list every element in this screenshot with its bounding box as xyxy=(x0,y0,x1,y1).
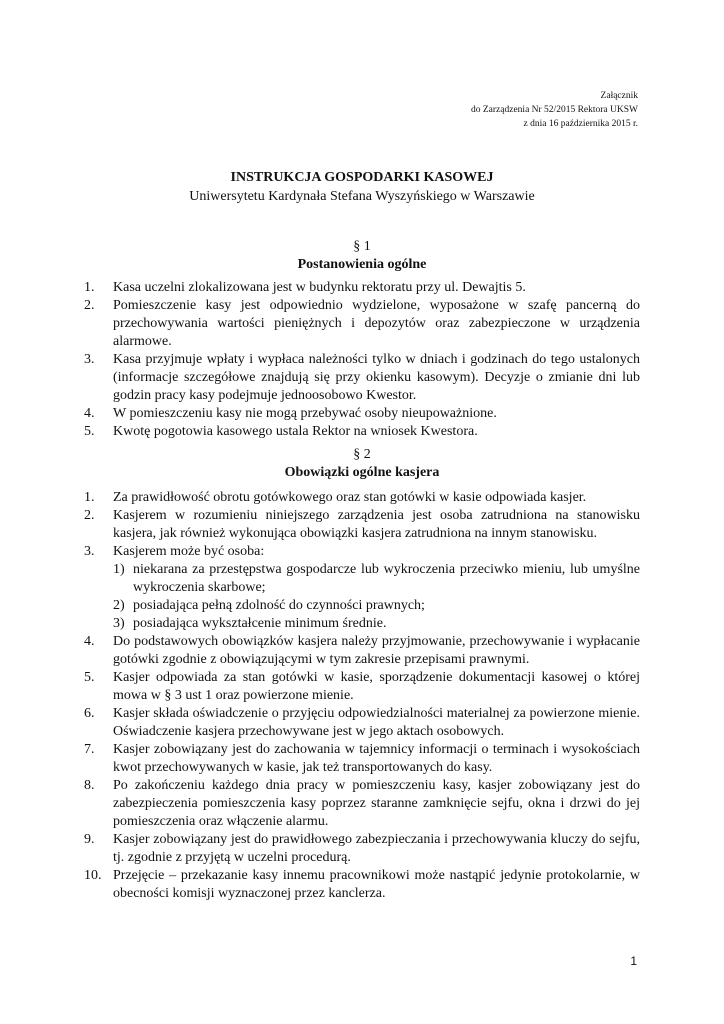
list-item xyxy=(84,741,640,777)
item-text: Do podstawowych obowiązków kasjera należy przyjmowanie, przechowywanie i wypłacanie gotówki zgodnie z obowiązującymi w tym zakresie przepisami prawnymi. xyxy=(113,634,640,667)
item-text: Kasjer zobowiązany jest do zachowania w tajemnicy informacji o terminach i wysokościach kwot przechowywanych w kasie, jak też transportowanych do kasy. xyxy=(113,742,640,775)
item-number: 3. xyxy=(84,544,95,559)
list-item xyxy=(84,423,640,441)
section-2-name: Obowiązki ogólne kasjera xyxy=(284,465,440,480)
item-number: 4. xyxy=(84,634,95,649)
title-subtitle: Uniwersytetu Kardynała Stefana Wyszyńskiego w Warszawie xyxy=(189,189,535,204)
item-text: Kasjerem może być osoba: xyxy=(113,544,265,559)
item-number: 7. xyxy=(84,742,95,757)
annex-label: Załącznik xyxy=(600,91,638,101)
annex-ordinance: do Zarządzenia Nr 52/2015 Rektora UKSW xyxy=(471,105,638,115)
list-item xyxy=(84,507,640,543)
annex-date: z dnia 16 października 2015 r. xyxy=(523,119,638,129)
sub-item-text: niekarana za przestępstwa gospodarcze lub wykroczenia przeciwko mieniu, lub umyślne wykroczenia skarbowe; xyxy=(133,562,640,595)
list-item xyxy=(84,543,640,633)
item-text: Kasjer odpowiada za stan gotówki w kasie, sporządzenie dokumentacji kasowej o której mowa w § 3 ust 1 oraz powierzone mienie. xyxy=(113,670,640,703)
item-number: 2. xyxy=(84,508,95,523)
sub-item-text: posiadająca pełną zdolność do czynności prawnych; xyxy=(133,598,425,613)
list-item xyxy=(84,297,640,351)
item-number: 3. xyxy=(84,352,95,367)
sub-item-number: 1) xyxy=(113,562,125,577)
item-text: Pomieszczenie kasy jest odpowiednio wydzielone, wyposażone w szafę pancerną do przechowywania wartości pieniężnych i depozytów oraz zabezpieczone w urządzenia alarmowe. xyxy=(113,298,640,349)
item-text: Kasjerem w rozumieniu niniejszego zarządzenia jest osoba zatrudniona na stanowisku kasjera, jak również wykonująca obowiązki kasjera zatrudniona na innym stanowisku. xyxy=(113,508,640,541)
item-text: Kasjer składa oświadczenie o przyjęciu odpowiedzialności materialnej za powierzone mienie. Oświadczenie kasjera przechowywane jest w jego aktach osobowych. xyxy=(113,706,640,739)
sub-list xyxy=(113,561,640,633)
item-number: 2. xyxy=(84,298,95,313)
sub-list-item xyxy=(113,561,640,597)
list-item xyxy=(84,405,640,423)
item-text: Kasa przyjmuje wpłaty i wypłaca należności tylko w dniach i godzinach do tego ustalonych (informacje szczegółowe znajdują się przy okienku kasowym). Decyzje o zmianie dni lub godzin pracy kasy podejmuje jednoosobowo Kwestor. xyxy=(113,352,640,403)
item-number: 10. xyxy=(84,868,102,883)
page-number: 1 xyxy=(630,954,637,968)
section-2-list xyxy=(84,489,640,903)
item-number: 9. xyxy=(84,832,95,847)
section-1-number: § 1 xyxy=(353,239,371,254)
item-number: 1. xyxy=(84,280,95,295)
item-text: Kasjer zobowiązany jest do prawidłowego zabezpieczania i przechowywania kluczy do sejfu, tj. zgodnie z przyjętą w uczelni procedurą. xyxy=(113,832,640,865)
list-item xyxy=(84,669,640,705)
section-2-number: § 2 xyxy=(353,447,371,462)
sub-item-number: 2) xyxy=(113,598,125,613)
sub-item-number: 3) xyxy=(113,616,125,631)
sub-item-text: posiadająca wykształcenie minimum średnie. xyxy=(133,616,387,631)
item-number: 8. xyxy=(84,778,95,793)
item-text: Kwotę pogotowia kasowego ustala Rektor na wniosek Kwestora. xyxy=(113,424,478,439)
sub-list-item xyxy=(113,615,640,633)
item-text: Kasa uczelni zlokalizowana jest w budynku rektoratu przy ul. Dewajtis 5. xyxy=(113,280,526,295)
list-item xyxy=(84,279,640,297)
section-1-name: Postanowienia ogólne xyxy=(297,257,427,272)
list-item xyxy=(84,777,640,831)
document-title xyxy=(0,168,724,206)
item-text: Za prawidłowość obrotu gotówkowego oraz stan gotówki w kasie odpowiada kasjer. xyxy=(113,490,587,505)
item-number: 5. xyxy=(84,424,95,439)
item-number: 1. xyxy=(84,490,95,505)
list-item xyxy=(84,351,640,405)
section-1-heading xyxy=(0,238,724,274)
item-number: 4. xyxy=(84,406,95,421)
section-2-heading xyxy=(0,446,724,482)
annex-header xyxy=(471,89,638,131)
list-item xyxy=(84,705,640,741)
item-number: 5. xyxy=(84,670,95,685)
section-1-list xyxy=(84,279,640,441)
item-text: Po zakończeniu każdego dnia pracy w pomieszczeniu kasy, kasjer zobowiązany jest do zabezpieczenia pomieszczenia kasy poprzez staranne zamknięcie sejfu, okna i drzwi do jej pomieszczenia oraz włączenie alarmu. xyxy=(113,778,640,829)
sub-list-item xyxy=(113,597,640,615)
list-item xyxy=(84,831,640,867)
list-item xyxy=(84,489,640,507)
item-number: 6. xyxy=(84,706,95,721)
list-item xyxy=(84,867,640,903)
list-item xyxy=(84,633,640,669)
item-text: Przejęcie – przekazanie kasy innemu pracownikowi może nastąpić jedynie protokolarnie, w obecności komisji wyznaczonej przez kanclerza. xyxy=(113,868,640,901)
title-main: INSTRUKCJA GOSPODARKI KASOWEJ xyxy=(230,170,494,185)
item-text: W pomieszczeniu kasy nie mogą przebywać osoby nieupoważnione. xyxy=(113,406,497,421)
